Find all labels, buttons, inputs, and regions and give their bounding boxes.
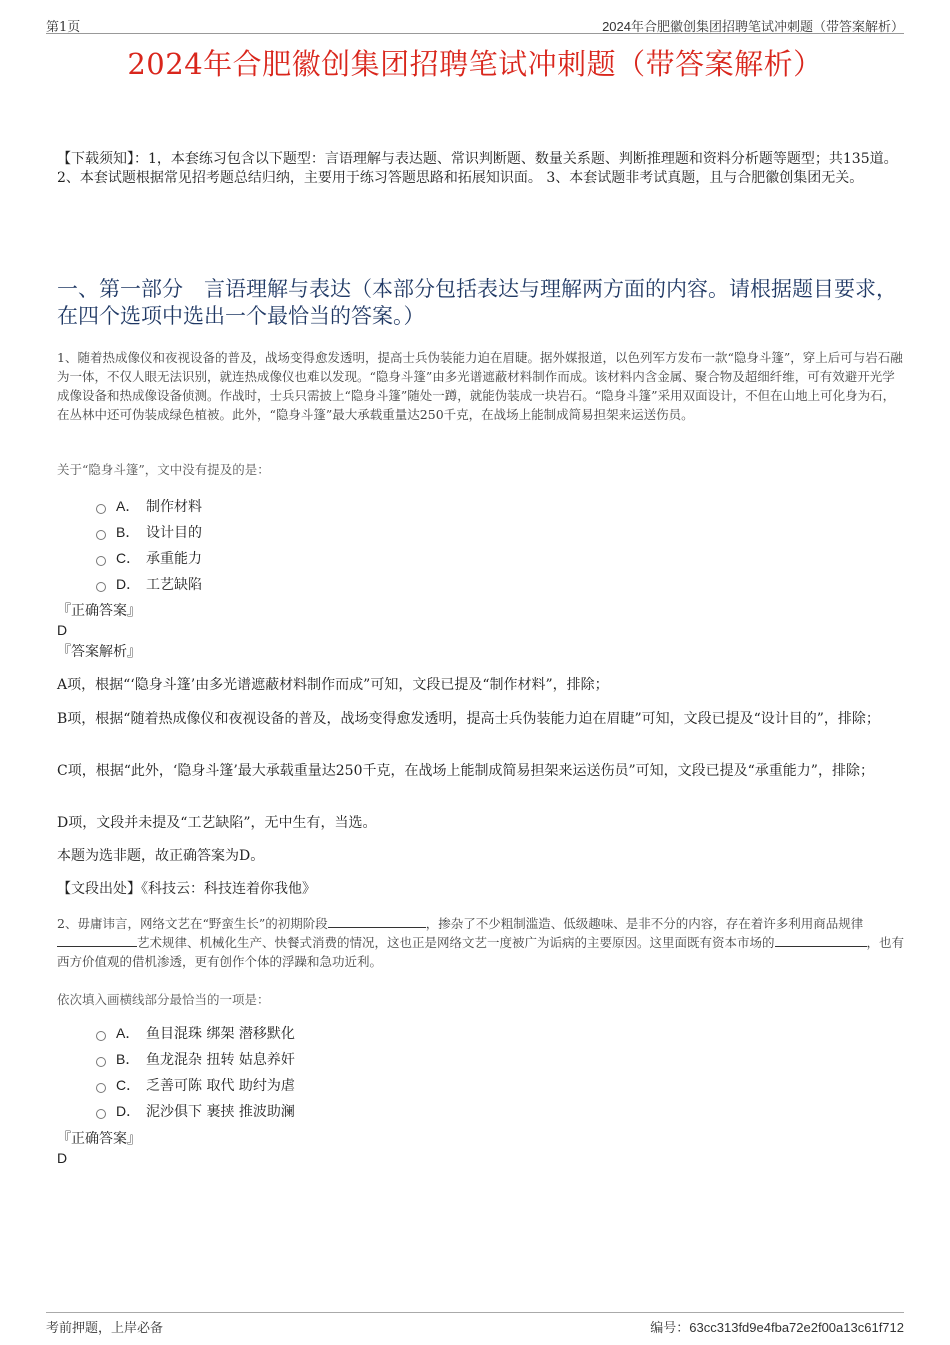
download-notice: 【下载须知】：1，本套练习包含以下题型：言语理解与表达题、常识判断题、数量关系题、判断推理题和资料分析题等题型；共135道。 2、本套试题根据常见招考题总结归纳，主要用于练习答题思路和拓展知识面。 3、本套试题非考试真题，且与合肥徽创集团无关。 [57,151,898,186]
analysis-line: B项，根据“随着热成像仪和夜视设备的普及，战场变得愈发透明，提高士兵伪装能力迫在眉睫”可知，文段已提及“设计目的”，排除； [57,711,880,727]
radio-icon[interactable] [96,530,106,540]
fill-blank [57,935,137,947]
page-header [46,14,904,34]
question-2-prompt: 依次填入画横线部分最恰当的一项是： [57,992,270,1007]
option-d[interactable]: D． 泥沙俱下 裹挟 推波助澜 [96,1098,295,1124]
fill-blank [328,916,426,928]
radio-icon[interactable] [96,1031,106,1041]
analysis-line: 本题为选非题，故正确答案为D。 [57,848,265,864]
radio-icon[interactable] [96,582,106,592]
radio-icon[interactable] [96,1109,106,1119]
question-1-options [96,493,202,597]
analysis-line: C项，根据“此外，‘隐身斗篷’最大承载重量达250千克，在战场上能制成简易担架来运送伤员”可知，文段已提及“承重能力”，排除； [57,763,874,779]
answer-label: 『正确答案』 [57,1131,141,1147]
document-id: 编号：63cc313fd9e4fba72e2f00a13c61f712 [650,1320,904,1335]
analysis-label: 『答案解析』 [57,644,141,660]
option-c[interactable]: C． 乏善可陈 取代 助纣为虐 [96,1072,295,1098]
page-number: 第1页 [46,20,81,35]
analysis-line: A项，根据“‘隐身斗篷’由多光谱遮蔽材料制作而成”可知，文段已提及“制作材料”，排除； [57,677,609,693]
radio-icon[interactable] [96,504,106,514]
source-citation: 【文段出处】《科技云：科技连着你我他》 [57,881,316,897]
answer-label: 『正确答案』 [57,603,141,619]
option-a[interactable]: A． 制作材料 [96,493,202,519]
question-2-text: 2、毋庸讳言，网络文艺在“野蛮生长”的初期阶段 ，掺杂了不少粗制滥造、低级趣味、是非不分的内容，存在着许多利用商品规律艺术规律、机械化生产、快餐式消费的情况，这也正是网络文艺一度被广为诟病的主要原因。这里面既有资本市场的 ，也有西方价值观的借机渗透，更有创作个体的浮躁和急功近利。 [57,916,905,969]
radio-icon[interactable] [96,1057,106,1067]
option-c[interactable]: C． 承重能力 [96,545,202,571]
question-1-text: 1、随着热成像仪和夜视设备的普及，战场变得愈发透明，提高士兵伪装能力迫在眉睫。据外媒报道，以色列军方发布一款“隐身斗篷”，穿上后可与岩石融为一体，不仅人眼无法识别，就连热成像仪也难以发现。“隐身斗篷”由多光谱遮蔽材料制作而成。该材料内含金属、聚合物及超细纤维，可有效避开光学成像设备和热成像设备侦测。作战时，士兵只需披上“隐身斗篷”随处一蹲，就能伪装成一块岩石。“隐身斗篷”采用双面设计，不但在山地上可化身为石，在丛林中还可伪装成绿色植被。此外，“隐身斗篷”最大承载重量达250千克，在战场上能制成简易担架来运送伤员。 [57,350,903,422]
option-b[interactable]: B． 设计目的 [96,519,202,545]
question-1-prompt: 关于“隐身斗篷”，文中没有提及的是： [57,462,270,477]
section-heading: 一、第一部分 言语理解与表达（本部分包括表达与理解两方面的内容。请根据题目要求，在四个选项中选出一个最恰当的答案。） [57,277,897,328]
radio-icon[interactable] [96,1083,106,1093]
footer-slogan: 考前押题，上岸必备 [46,1321,164,1336]
answer-value: D [57,1150,68,1166]
option-a[interactable]: A． 鱼目混珠 绑架 潜移默化 [96,1020,295,1046]
analysis-line: D项，文段并未提及“工艺缺陷”，无中生有，当选。 [57,815,377,831]
question-2-options [96,1020,295,1124]
radio-icon[interactable] [96,556,106,566]
document-title: 2024年合肥徽创集团招聘笔试冲刺题（带答案解析） [127,47,823,81]
option-b[interactable]: B． 鱼龙混杂 扭转 姑息养奸 [96,1046,295,1072]
page-footer [46,1312,904,1336]
answer-value: D [57,622,68,638]
fill-blank [775,935,867,947]
header-doc-title: 2024年合肥徽创集团招聘笔试冲刺题（带答案解析） [602,19,904,34]
option-d[interactable]: D． 工艺缺陷 [96,571,202,597]
